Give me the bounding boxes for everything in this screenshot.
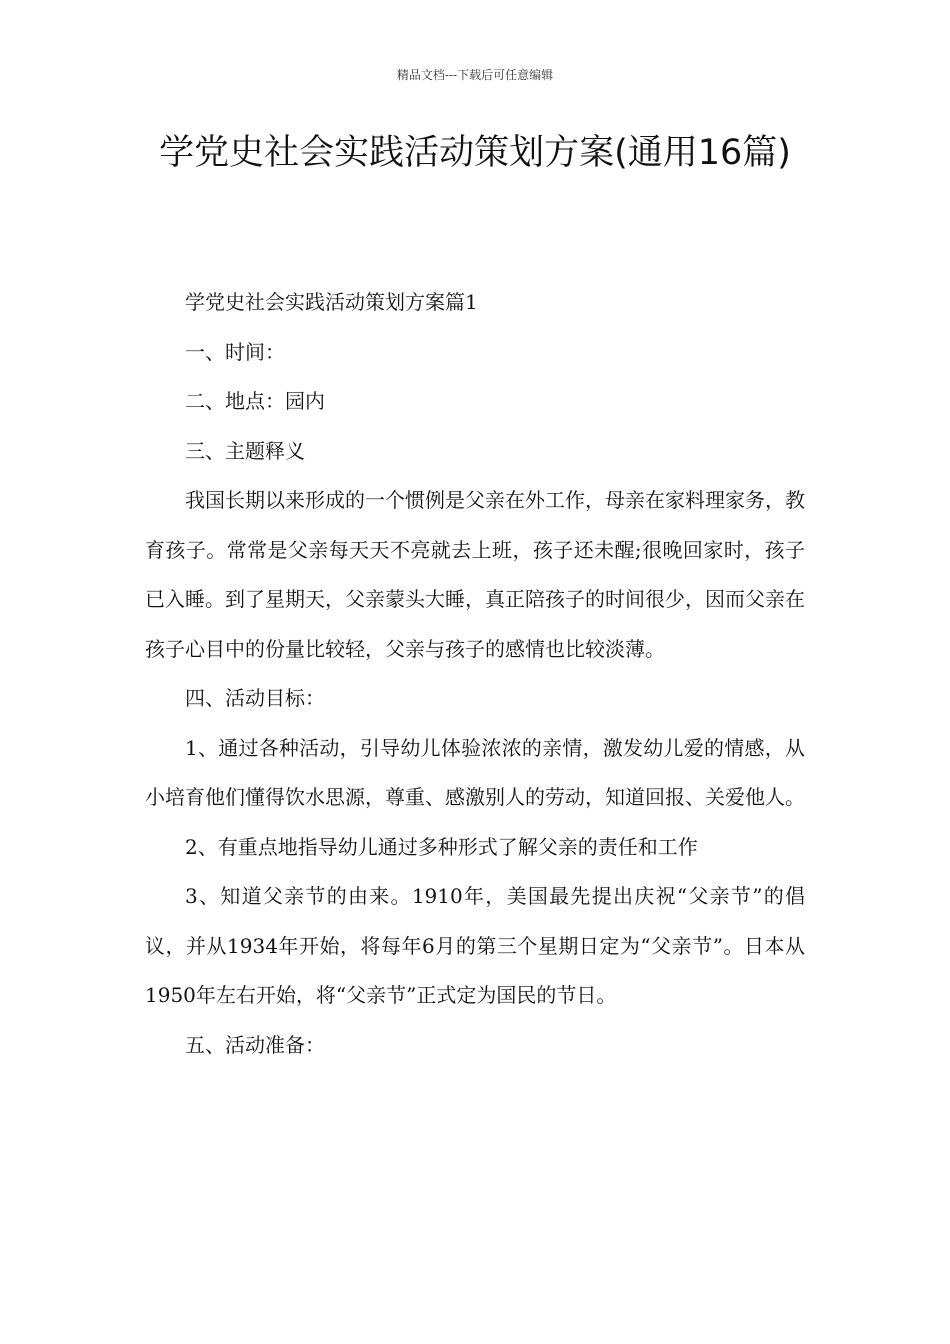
header-note: 精品文档---下载后可任意编辑 [396, 68, 554, 82]
paragraph-preparation-heading: 五、活动准备： [185, 1032, 325, 1057]
paragraph-theme-body: 我国长期以来形成的一个惯例是父亲在外工作，母亲在家料理家务，教育孩子。常常是父亲每天天不亮就去上班，孩子还未醒;很晚回家时，孩子已入睡。到了星期天，父亲蒙头大睡，真正陪孩子的时间很少，因而父亲在孩子心目中的份量比较轻，父亲与孩子的感情也比较淡薄。 [145, 488, 805, 661]
document-body [145, 278, 805, 1070]
paragraph-location: 二、地点：园内 [185, 389, 325, 413]
section-heading: 学党史社会实践活动策划方案篇1 [185, 290, 478, 314]
paragraph-theme-heading: 三、主题释义 [185, 438, 305, 463]
paragraph-goal-1: 1、通过各种活动，引导幼儿体验浓浓的亲情，激发幼儿爱的情感，从小培育他们懂得饮水思源，尊重、感激别人的劳动，知道回报、关爱他人。 [145, 735, 805, 809]
paragraph-goals-heading: 四、活动目标： [185, 686, 325, 710]
paragraph-goal-2: 2、有重点地指导幼儿通过多种形式了解父亲的责任和工作 [185, 834, 698, 859]
paragraph-time: 一、时间： [185, 339, 285, 364]
document-title: 学党史社会实践活动策划方案(通用16篇) [159, 133, 791, 173]
paragraph-goal-3: 3、知道父亲节的由来。1910年，美国最先提出庆祝“父亲节”的倡议，并从1934年开始，将每年6月的第三个星期日定为“父亲节”。日本从1950年左右开始，将“父亲节”正式定为国民的节日。 [145, 884, 805, 1007]
